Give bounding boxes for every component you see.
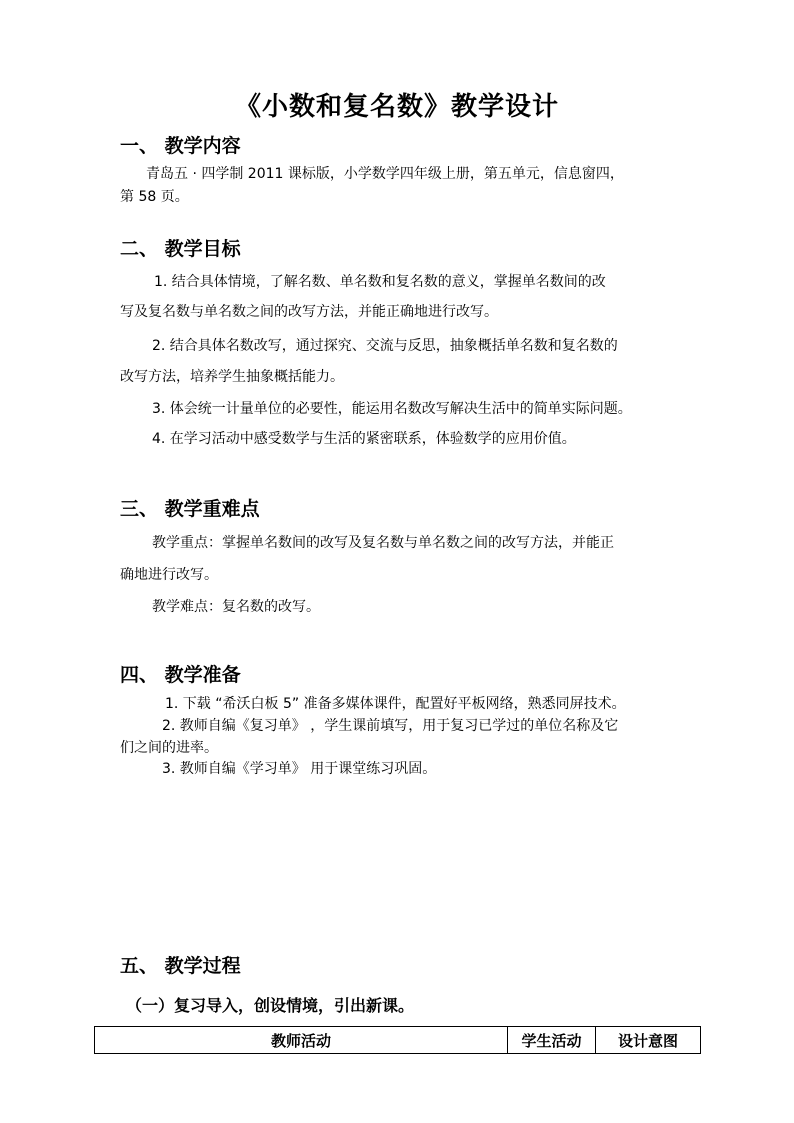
sub-heading-review: （一）复习导入，创设情境，引出新课。 bbox=[126, 996, 415, 1015]
goal-2-line-1: 2. 结合具体名数改写，通过探究、交流与反思，抽象概括单名数和复名数的 bbox=[152, 338, 618, 354]
content-line-1: 青岛五 · 四学制 2011 课标版，小学数学四年级上册，第五单元，信息窗四， bbox=[146, 166, 624, 182]
heading-teaching-goals: 二、 教学目标 bbox=[120, 238, 241, 260]
key-point-line-2: 确地进行改写。 bbox=[120, 567, 218, 583]
heading-process: 五、 教学过程 bbox=[120, 955, 241, 977]
header-teacher-activity: 教师活动 bbox=[95, 1027, 508, 1054]
goal-4: 4. 在学习活动中感受数学与生活的紧密联系，体验数学的应用价值。 bbox=[152, 431, 576, 447]
table-header-row bbox=[95, 1027, 701, 1054]
heading-preparation: 四、 教学准备 bbox=[120, 664, 241, 686]
heading-key-points: 三、 教学重难点 bbox=[120, 498, 260, 520]
goal-1-line-2: 写及复名数与单名数之间的改写方法，并能正确地进行改写。 bbox=[120, 304, 498, 320]
goal-1-line-1: 1. 结合具体情境，了解名数、单名数和复名数的意义，掌握单名数间的改 bbox=[154, 274, 606, 290]
prep-line-4: 3. 教师自编《学习单》 用于课堂练习巩固。 bbox=[162, 761, 437, 777]
document-title: 《小数和复名数》教学设计 bbox=[234, 92, 559, 122]
goal-2-line-2: 改写方法，培养学生抽象概括能力。 bbox=[120, 369, 344, 385]
prep-line-3: 们之间的进率。 bbox=[120, 740, 218, 756]
heading-teaching-content: 一、 教学内容 bbox=[120, 135, 241, 157]
prep-line-1: 1. 下载 “希沃白板 5” 准备多媒体课件，配置好平板网络，熟悉同屏技术。 bbox=[165, 696, 626, 712]
difficult-point: 教学难点：复名数的改写。 bbox=[152, 599, 320, 615]
prep-line-2: 2. 教师自编《复习单》 ，学生课前填写，用于复习已学过的单位名称及它 bbox=[162, 718, 619, 734]
key-point-line-1: 教学重点：掌握单名数间的改写及复名数与单名数之间的改写方法，并能正 bbox=[152, 535, 614, 551]
content-line-2: 第 58 页。 bbox=[120, 189, 189, 205]
process-table bbox=[94, 1026, 701, 1054]
header-student-activity: 学生活动 bbox=[508, 1027, 596, 1054]
goal-3: 3. 体会统一计量单位的必要性，能运用名数改写解决生活中的简单实际问题。 bbox=[152, 401, 632, 417]
header-design-intent: 设计意图 bbox=[596, 1027, 701, 1054]
